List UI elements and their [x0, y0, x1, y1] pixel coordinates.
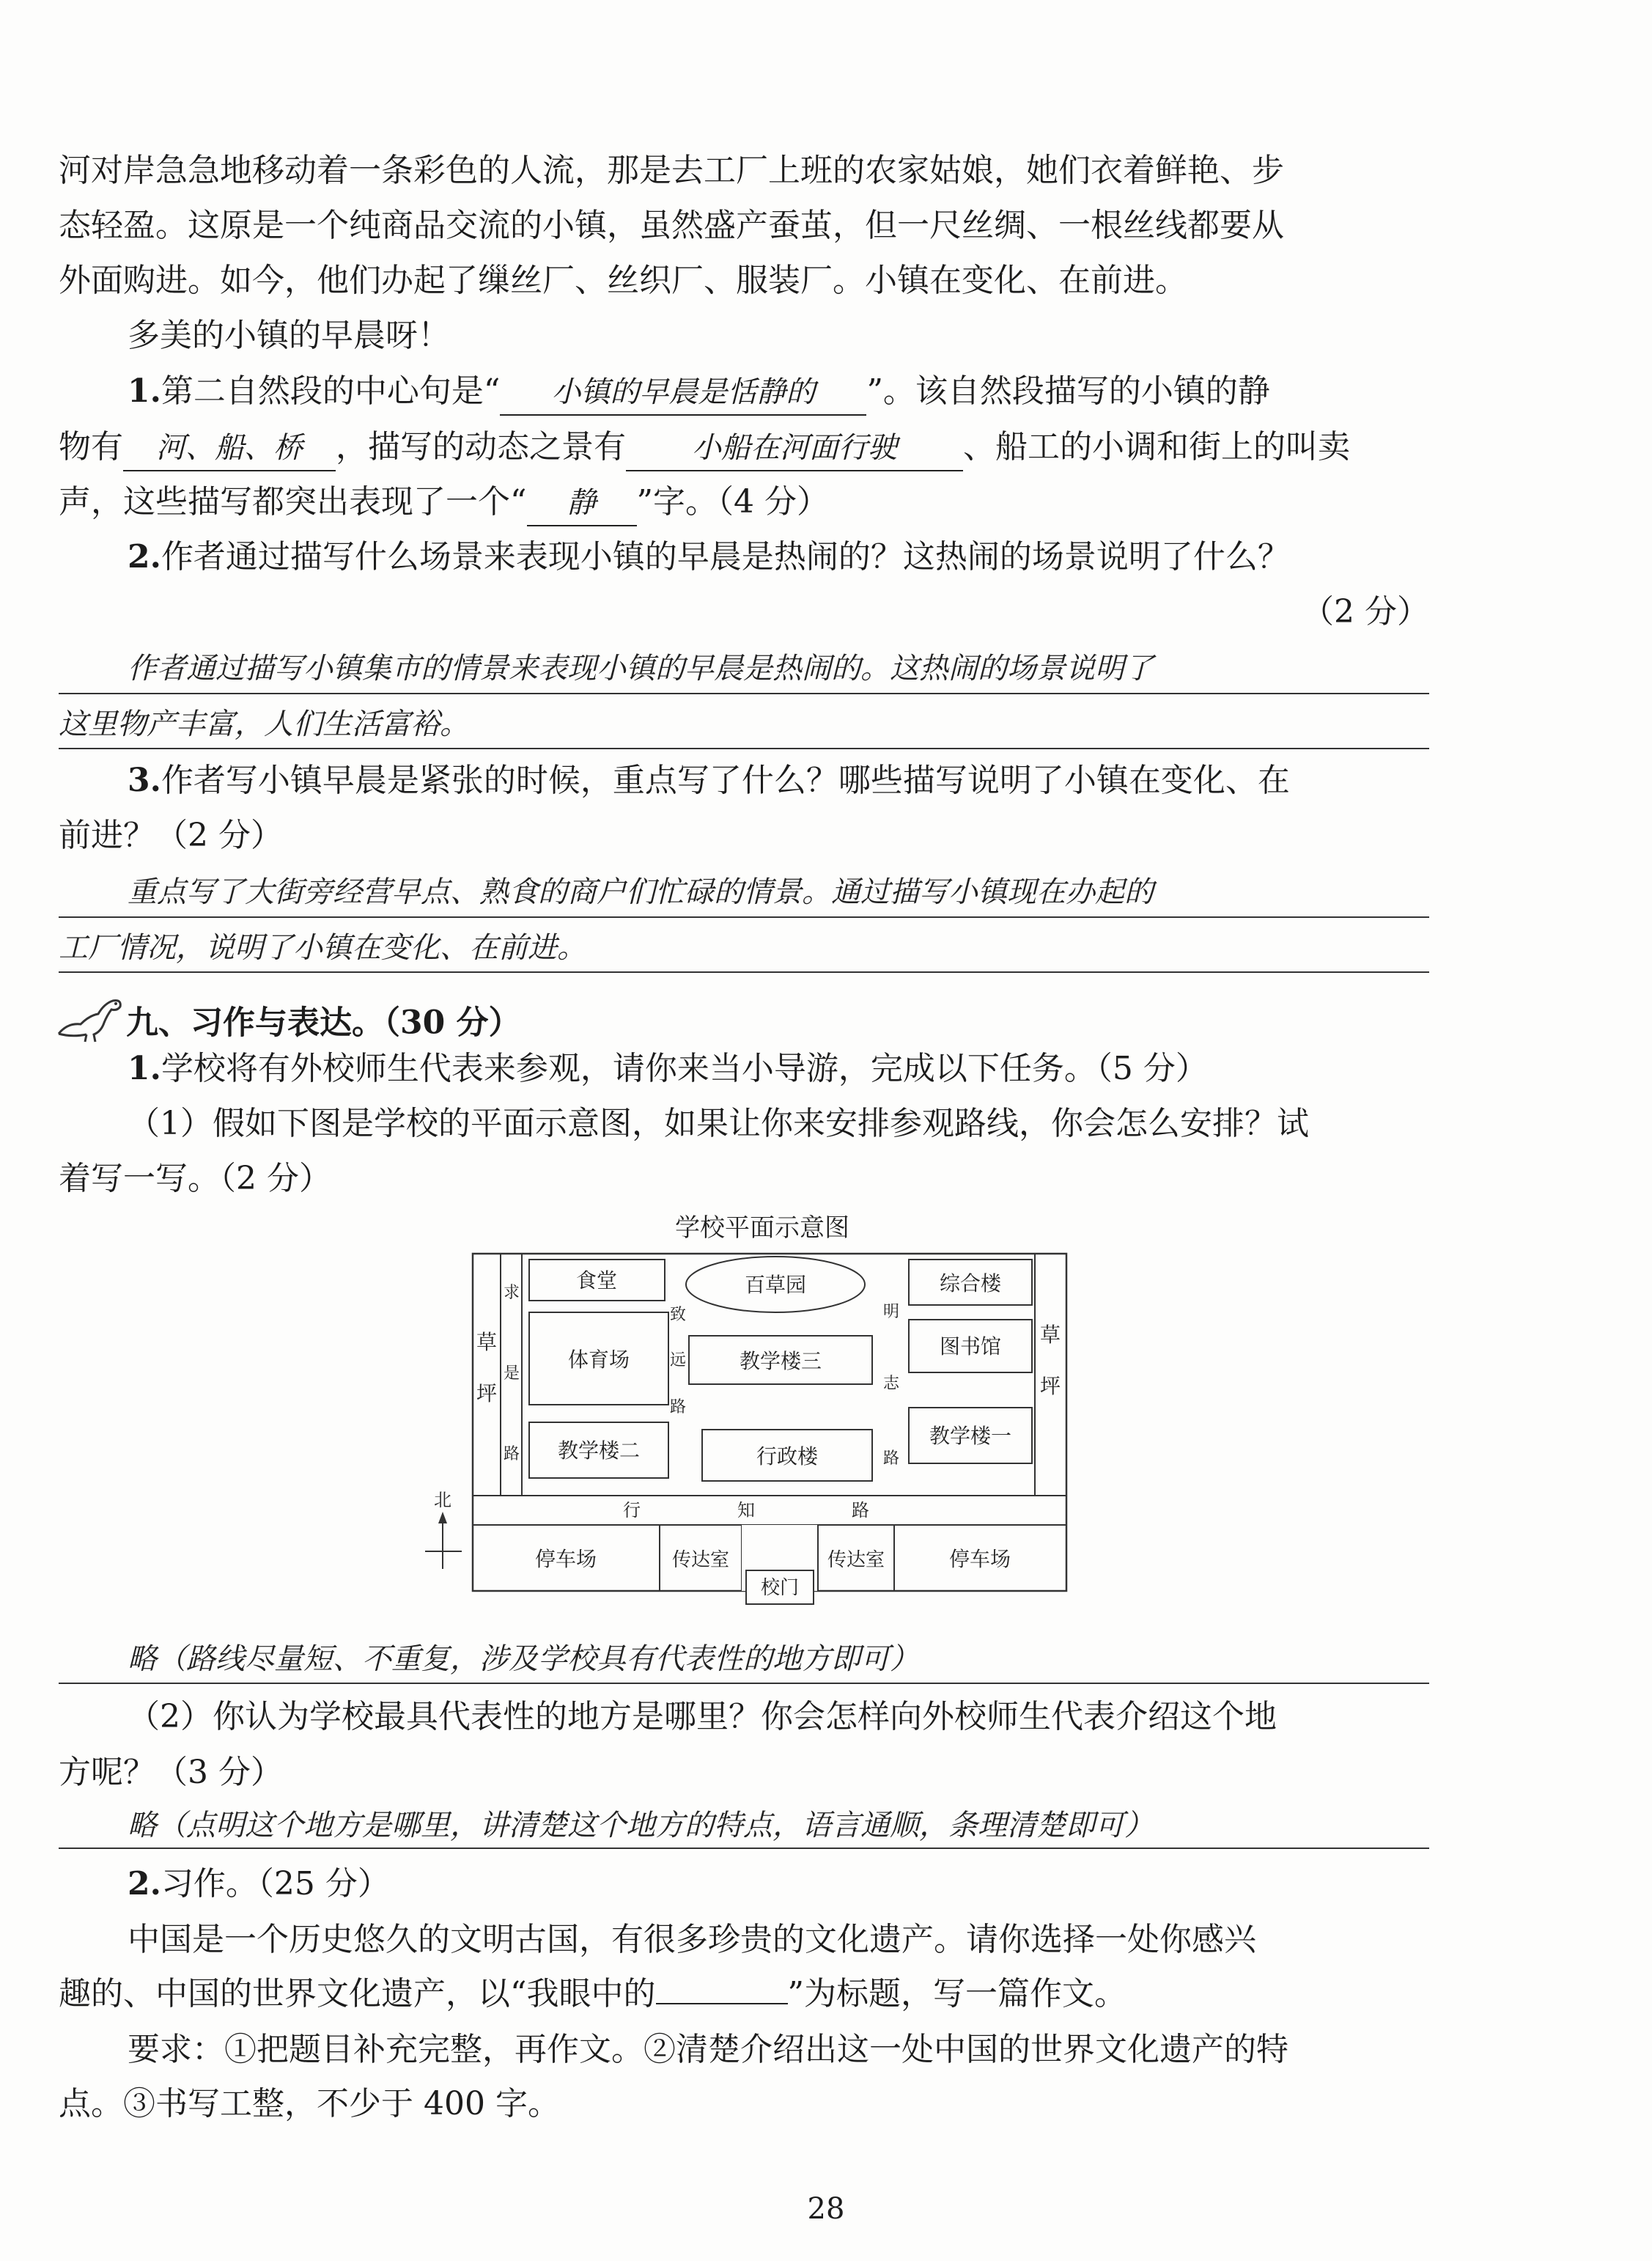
school-map [396, 1210, 1129, 1620]
teaching-building-3-label: 教学楼三 [739, 1349, 822, 1373]
question-number: 1. [128, 372, 161, 410]
question-1-line3 [59, 480, 1429, 526]
canteen-label: 食堂 [575, 1268, 618, 1293]
road-label: 是 [503, 1364, 520, 1383]
answer-rule [59, 1848, 1429, 1849]
question-text: ”。该自然段描写的小镇的静 [866, 372, 1270, 410]
parking-label: 停车场 [948, 1547, 1011, 1571]
north-arrow-icon [425, 1490, 462, 1569]
road-label: 知 [737, 1500, 755, 1521]
map-title: 学校平面示意图 [675, 1213, 849, 1243]
answer-rule [59, 748, 1429, 749]
sub-question: （2）你认为学校最具代表性的地方是哪里？你会怎样向外校师生代表介绍这个地 [128, 1698, 1277, 1735]
answer-line[interactable]: 略（路线尽量短、不重复，涉及学校具有代表性的地方即可） [128, 1642, 919, 1676]
answer-blank[interactable]: 河、船、桥 [123, 426, 336, 471]
answer-blank[interactable]: 小船在河面行驶 [626, 426, 963, 471]
question-text: ”字。（4 分） [636, 483, 829, 521]
gate-label: 校门 [760, 1577, 800, 1599]
sub-question: 着写一写。（2 分） [59, 1160, 331, 1197]
task-2 [128, 1862, 1429, 1906]
north-label: 北 [434, 1490, 451, 1510]
question-text: 物有 [59, 428, 123, 466]
passage-line: 河对岸急急地移动着一条彩色的人流，那是去工厂上班的农家姑娘，她们衣着鲜艳、步 [59, 152, 1284, 189]
question-text: 、船工的小调和街上的叫卖 [963, 428, 1350, 466]
lawn-label: 坪 [1039, 1374, 1061, 1398]
lawn-label: 草 [1039, 1323, 1061, 1347]
task-1 [128, 1047, 1429, 1091]
complex-label: 综合楼 [939, 1271, 1002, 1295]
answer-rule [59, 693, 1429, 694]
page-number: 28 [807, 2192, 845, 2226]
prompt-line [59, 1972, 1429, 2016]
question-text: 前进？（2 分） [59, 817, 283, 854]
road-label: 致 [669, 1306, 687, 1324]
road-label: 路 [882, 1449, 900, 1468]
question-2 [128, 535, 1429, 579]
road-label: 行 [623, 1500, 641, 1521]
question-3 [128, 759, 1429, 803]
lawn-label: 草 [476, 1330, 498, 1354]
gym-label: 体育场 [567, 1348, 630, 1372]
title-blank[interactable] [656, 2003, 788, 2004]
passage-line: 多美的小镇的早晨呀！ [128, 317, 450, 354]
question-text: 声，这些描写都突出表现了一个“ [59, 483, 527, 521]
prompt-line: 点。③书写工整，不少于 400 字。 [59, 2085, 560, 2122]
passage-line: 外面购进。如今，他们办起了缫丝厂、丝织厂、服装厂。小镇在变化、在前进。 [59, 262, 1187, 299]
prompt-line: 中国是一个历史悠久的文明古国，有很多珍贵的文化遗产。请你选择一处你感兴 [128, 1921, 1256, 1958]
section-title: 九、习作与表达。（30 分） [126, 1004, 521, 1042]
question-number: 2. [128, 538, 161, 576]
lawn-label: 坪 [476, 1381, 498, 1405]
question-number: 1. [128, 1050, 161, 1087]
answer-line[interactable]: 作者通过描写小镇集市的情景来表现小镇的早晨是热闹的。这热闹的场景说明了 [128, 652, 1154, 685]
prompt-line: 要求：①把题目补充完整，再作文。②清楚介绍出这一处中国的世界文化遗产的特 [128, 2031, 1288, 2068]
question-number: 3. [128, 762, 161, 799]
question-1-line1 [128, 370, 1429, 416]
prompt-text: ”为标题，写一篇作文。 [787, 1975, 1126, 2012]
answer-line[interactable]: 工厂情况，说明了小镇在变化、在前进。 [59, 931, 586, 965]
score: （2 分） [1302, 593, 1429, 630]
lawn-west [473, 1254, 501, 1496]
teaching-building-2-label: 教学楼二 [557, 1438, 641, 1463]
question-text: 作者通过描写什么场景来表现小镇的早晨是热闹的？这热闹的场景说明了什么？ [161, 538, 1290, 576]
question-1-line2 [59, 425, 1429, 471]
answer-rule [59, 971, 1429, 973]
road-label: 路 [503, 1445, 520, 1463]
prompt-text: 趣的、中国的世界文化遗产，以“我眼中的 [59, 1975, 656, 2012]
road-label: 志 [882, 1375, 900, 1393]
sub-question: 方呢？（3 分） [59, 1754, 283, 1791]
question-text: ，描写的动态之景有 [336, 428, 626, 466]
answer-line[interactable]: 重点写了大街旁经营早点、熟食的商户们忙碌的情景。通过描写小镇现在办起的 [128, 875, 1154, 909]
answer-blank[interactable]: 静 [527, 481, 637, 526]
gatehouse-label: 传达室 [827, 1549, 885, 1571]
passage-line: 态轻盈。这原是一个纯商品交流的小镇，虽然盛产蚕茧，但一尺丝绸、一根丝线都要从 [59, 207, 1284, 244]
library-label: 图书馆 [939, 1334, 1002, 1359]
answer-line[interactable]: 这里物产丰富，人们生活富裕。 [59, 707, 469, 741]
answer-line[interactable]: 略（点明这个地方是哪里，讲清楚这个地方的特点，语言通顺，条理清楚即可） [128, 1809, 1154, 1842]
question-text: 学校将有外校师生代表来参观，请你来当小导游，完成以下任务。（5 分） [161, 1050, 1208, 1087]
road-label: 远 [669, 1351, 687, 1370]
answer-blank[interactable]: 小镇的早晨是恬静的 [500, 370, 866, 416]
question-number: 2. [128, 1865, 161, 1902]
question-text: 习作。（25 分） [161, 1865, 390, 1902]
admin-label: 行政楼 [756, 1444, 819, 1468]
road-label: 明 [882, 1303, 900, 1321]
teaching-building-1-label: 教学楼一 [929, 1424, 1012, 1448]
answer-rule [59, 1683, 1429, 1684]
road-label: 路 [669, 1398, 687, 1416]
gatehouse-label: 传达室 [671, 1549, 730, 1571]
question-text: 作者写小镇早晨是紧张的时候，重点写了什么？哪些描写说明了小镇在变化、在 [161, 762, 1290, 799]
parking-label: 停车场 [534, 1547, 597, 1571]
dinosaur-icon [53, 993, 126, 1056]
road-label: 求 [503, 1284, 520, 1302]
road-label: 路 [852, 1500, 869, 1521]
garden-label: 百草园 [744, 1273, 807, 1297]
answer-rule [59, 916, 1429, 918]
sub-question: （1）假如下图是学校的平面示意图，如果让你来安排参观路线，你会怎么安排？试 [128, 1105, 1309, 1142]
question-text: 第二自然段的中心句是“ [161, 372, 501, 410]
